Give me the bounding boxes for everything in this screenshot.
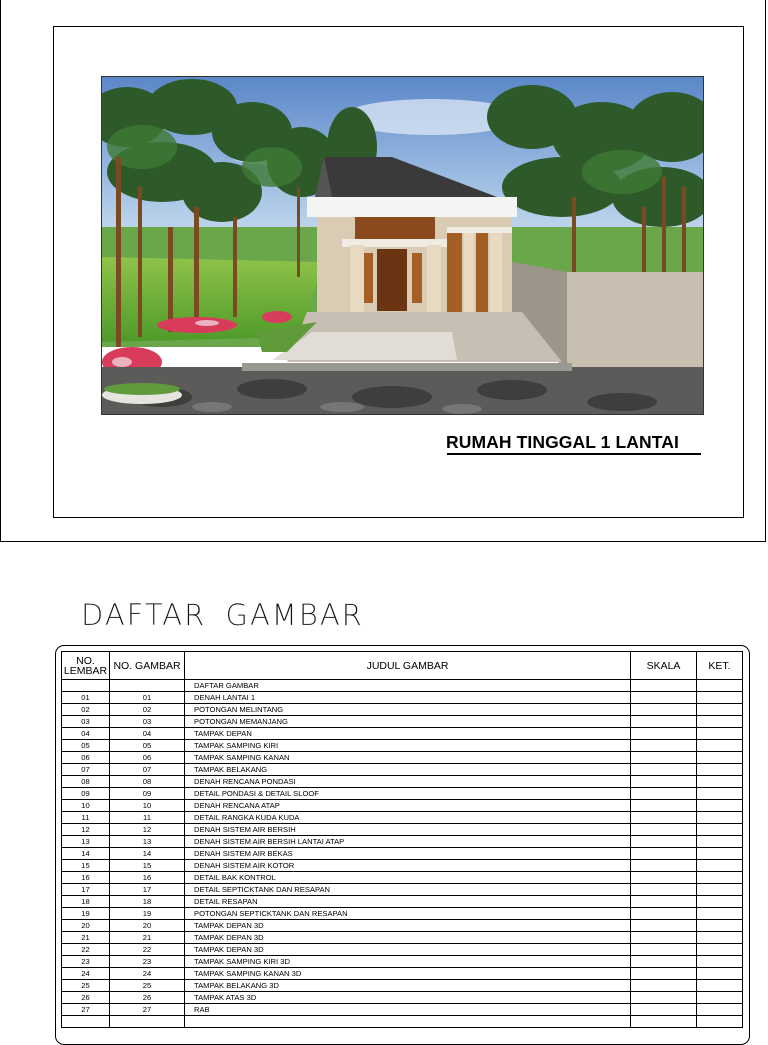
sheet-no-cell: 03 xyxy=(62,716,110,728)
table-row xyxy=(62,992,743,1004)
scale-cell xyxy=(631,932,697,944)
column-header-sheet-no: NO. LEMBAR xyxy=(62,652,110,680)
sheet-no-cell: 13 xyxy=(62,836,110,848)
column-header-drawing-no: NO. GAMBAR xyxy=(110,652,185,680)
drawing-title-cell: TAMPAK SAMPING KANAN 3D xyxy=(185,968,631,980)
drawing-title-cell: DENAH RENCANA ATAP xyxy=(185,800,631,812)
drawing-no-cell: 17 xyxy=(110,884,185,896)
scale-cell xyxy=(631,788,697,800)
drawing-title-cell: TAMPAK DEPAN 3D xyxy=(185,932,631,944)
drawing-no-cell: 05 xyxy=(110,740,185,752)
title-underline xyxy=(447,453,701,455)
drawing-list-table xyxy=(61,651,743,1028)
notes-cell xyxy=(697,1016,743,1028)
sheet-no-cell: 25 xyxy=(62,980,110,992)
scale-cell xyxy=(631,752,697,764)
scale-cell xyxy=(631,1004,697,1016)
notes-cell xyxy=(697,860,743,872)
table-row xyxy=(62,884,743,896)
notes-cell xyxy=(697,728,743,740)
drawing-title-cell: TAMPAK BELAKANG xyxy=(185,764,631,776)
drawing-no-cell: 16 xyxy=(110,872,185,884)
table-row xyxy=(62,692,743,704)
notes-cell xyxy=(697,992,743,1004)
drawing-list-body xyxy=(62,680,743,1028)
scale-cell xyxy=(631,824,697,836)
table-row xyxy=(62,860,743,872)
table-row xyxy=(62,908,743,920)
notes-cell xyxy=(697,896,743,908)
table-row xyxy=(62,704,743,716)
scale-cell xyxy=(631,740,697,752)
drawing-title-cell: DETAIL PONDASI & DETAIL SLOOF xyxy=(185,788,631,800)
scale-cell xyxy=(631,848,697,860)
drawing-title-cell: RAB xyxy=(185,1004,631,1016)
column-header-notes: KET. xyxy=(697,652,743,680)
table-row xyxy=(62,764,743,776)
drawing-no-cell: 11 xyxy=(110,812,185,824)
drawing-no-cell: 04 xyxy=(110,728,185,740)
table-row xyxy=(62,812,743,824)
scale-cell xyxy=(631,716,697,728)
drawing-no-cell xyxy=(110,680,185,692)
table-row xyxy=(62,956,743,968)
drawing-title-cell: TAMPAK DEPAN 3D xyxy=(185,944,631,956)
table-row xyxy=(62,824,743,836)
sheet-no-cell: 14 xyxy=(62,848,110,860)
scale-cell xyxy=(631,776,697,788)
drawing-title-cell: TAMPAK DEPAN xyxy=(185,728,631,740)
drawing-no-cell: 10 xyxy=(110,800,185,812)
table-row xyxy=(62,920,743,932)
drawing-no-cell: 22 xyxy=(110,944,185,956)
notes-cell xyxy=(697,824,743,836)
sheet-no-cell: 23 xyxy=(62,956,110,968)
table-row xyxy=(62,788,743,800)
table-header-row xyxy=(62,652,743,680)
table-row xyxy=(62,932,743,944)
drawing-title-cell: DENAH RENCANA PONDASI xyxy=(185,776,631,788)
drawing-no-cell: 26 xyxy=(110,992,185,1004)
drawing-title-cell: POTONGAN SEPTICKTANK DAN RESAPAN xyxy=(185,908,631,920)
notes-cell xyxy=(697,752,743,764)
sheet-no-cell: 17 xyxy=(62,884,110,896)
drawing-no-cell: 08 xyxy=(110,776,185,788)
drawing-title-cell: DENAH SISTEM AIR BERSIH xyxy=(185,824,631,836)
drawing-title-cell: TAMPAK SAMPING KIRI xyxy=(185,740,631,752)
table-row xyxy=(62,680,743,692)
drawing-no-cell: 23 xyxy=(110,956,185,968)
sheet-no-cell: 19 xyxy=(62,908,110,920)
drawing-title-cell: POTONGAN MELINTANG xyxy=(185,704,631,716)
scale-cell xyxy=(631,680,697,692)
sheet-no-cell: 08 xyxy=(62,776,110,788)
table-row xyxy=(62,896,743,908)
drawing-no-cell: 07 xyxy=(110,764,185,776)
notes-cell xyxy=(697,956,743,968)
drawing-title-cell: DETAIL RANGKA KUDA KUDA xyxy=(185,812,631,824)
sheet-no-cell xyxy=(62,1016,110,1028)
notes-cell xyxy=(697,920,743,932)
drawing-title-cell: DENAH SISTEM AIR BEKAS xyxy=(185,848,631,860)
scale-cell xyxy=(631,884,697,896)
notes-cell xyxy=(697,800,743,812)
notes-cell xyxy=(697,764,743,776)
notes-cell xyxy=(697,1004,743,1016)
sheet-no-cell: 22 xyxy=(62,944,110,956)
sheet-no-cell: 16 xyxy=(62,872,110,884)
notes-cell xyxy=(697,776,743,788)
sheet-no-cell: 09 xyxy=(62,788,110,800)
scale-cell xyxy=(631,896,697,908)
scale-cell xyxy=(631,812,697,824)
house-render-image xyxy=(101,76,704,415)
sheet-no-cell: 24 xyxy=(62,968,110,980)
sheet-no-cell: 26 xyxy=(62,992,110,1004)
scale-cell xyxy=(631,728,697,740)
sheet-no-cell: 15 xyxy=(62,860,110,872)
drawing-title-cell: DETAIL BAK KONTROL xyxy=(185,872,631,884)
table-row xyxy=(62,716,743,728)
drawing-list-heading: DAFTAR GAMBAR xyxy=(81,598,364,632)
scale-cell xyxy=(631,956,697,968)
drawing-title-cell: TAMPAK SAMPING KANAN xyxy=(185,752,631,764)
sheet-no-cell: 18 xyxy=(62,896,110,908)
table-row xyxy=(62,1016,743,1028)
notes-cell xyxy=(697,836,743,848)
notes-cell xyxy=(697,944,743,956)
drawing-no-cell: 18 xyxy=(110,896,185,908)
scale-cell xyxy=(631,872,697,884)
scale-cell xyxy=(631,836,697,848)
drawing-no-cell: 09 xyxy=(110,788,185,800)
drawing-title-cell xyxy=(185,1016,631,1028)
table-row xyxy=(62,740,743,752)
sheet-no-cell: 04 xyxy=(62,728,110,740)
notes-cell xyxy=(697,872,743,884)
notes-cell xyxy=(697,848,743,860)
drawing-no-cell: 03 xyxy=(110,716,185,728)
notes-cell xyxy=(697,788,743,800)
drawing-no-cell: 02 xyxy=(110,704,185,716)
notes-cell xyxy=(697,812,743,824)
notes-cell xyxy=(697,932,743,944)
table-row xyxy=(62,752,743,764)
table-row xyxy=(62,800,743,812)
drawing-title-cell: DETAIL SEPTICKTANK DAN RESAPAN xyxy=(185,884,631,896)
scale-cell xyxy=(631,860,697,872)
sheet-no-cell: 02 xyxy=(62,704,110,716)
drawing-no-cell: 15 xyxy=(110,860,185,872)
table-row xyxy=(62,872,743,884)
project-title: RUMAH TINGGAL 1 LANTAI xyxy=(446,432,679,452)
drawing-no-cell: 27 xyxy=(110,1004,185,1016)
scale-cell xyxy=(631,692,697,704)
table-row xyxy=(62,848,743,860)
drawing-no-cell: 21 xyxy=(110,932,185,944)
table-row xyxy=(62,728,743,740)
notes-cell xyxy=(697,884,743,896)
drawing-title-cell: DAFTAR GAMBAR xyxy=(185,680,631,692)
notes-cell xyxy=(697,704,743,716)
notes-cell xyxy=(697,740,743,752)
scale-cell xyxy=(631,992,697,1004)
drawing-title-cell: TAMPAK BELAKANG 3D xyxy=(185,980,631,992)
notes-cell xyxy=(697,980,743,992)
sheet-no-cell: 07 xyxy=(62,764,110,776)
sheet-no-cell xyxy=(62,680,110,692)
notes-cell xyxy=(697,968,743,980)
scale-cell xyxy=(631,944,697,956)
drawing-no-cell: 20 xyxy=(110,920,185,932)
sheet-no-cell: 20 xyxy=(62,920,110,932)
scale-cell xyxy=(631,968,697,980)
drawing-no-cell: 06 xyxy=(110,752,185,764)
drawing-title-cell: POTONGAN MEMANJANG xyxy=(185,716,631,728)
notes-cell xyxy=(697,908,743,920)
scale-cell xyxy=(631,1016,697,1028)
drawing-title-cell: TAMPAK DEPAN 3D xyxy=(185,920,631,932)
sheet-no-cell: 10 xyxy=(62,800,110,812)
table-row xyxy=(62,836,743,848)
sheet-no-cell: 11 xyxy=(62,812,110,824)
notes-cell xyxy=(697,680,743,692)
drawing-no-cell: 25 xyxy=(110,980,185,992)
table-row xyxy=(62,980,743,992)
sheet-no-cell: 27 xyxy=(62,1004,110,1016)
table-row xyxy=(62,944,743,956)
sheet-no-cell: 06 xyxy=(62,752,110,764)
drawing-no-cell: 24 xyxy=(110,968,185,980)
table-row xyxy=(62,968,743,980)
drawing-title-cell: TAMPAK ATAS 3D xyxy=(185,992,631,1004)
sheet-no-cell: 05 xyxy=(62,740,110,752)
table-row xyxy=(62,776,743,788)
scale-cell xyxy=(631,704,697,716)
notes-cell xyxy=(697,692,743,704)
drawing-no-cell: 01 xyxy=(110,692,185,704)
scale-cell xyxy=(631,764,697,776)
drawing-no-cell xyxy=(110,1016,185,1028)
column-header-drawing-title: JUDUL GAMBAR xyxy=(185,652,631,680)
sheet-no-cell: 01 xyxy=(62,692,110,704)
sheet-no-cell: 21 xyxy=(62,932,110,944)
drawing-no-cell: 14 xyxy=(110,848,185,860)
drawing-title-cell: TAMPAK SAMPING KIRI 3D xyxy=(185,956,631,968)
sheet-no-cell: 12 xyxy=(62,824,110,836)
drawing-title-cell: DENAH LANTAI 1 xyxy=(185,692,631,704)
drawing-title-cell: DENAH SISTEM AIR KOTOR xyxy=(185,860,631,872)
scale-cell xyxy=(631,800,697,812)
drawing-no-cell: 19 xyxy=(110,908,185,920)
notes-cell xyxy=(697,716,743,728)
column-header-scale: SKALA xyxy=(631,652,697,680)
drawing-no-cell: 13 xyxy=(110,836,185,848)
scale-cell xyxy=(631,980,697,992)
scale-cell xyxy=(631,920,697,932)
drawing-title-cell: DETAIL RESAPAN xyxy=(185,896,631,908)
scale-cell xyxy=(631,908,697,920)
table-row xyxy=(62,1004,743,1016)
drawing-no-cell: 12 xyxy=(110,824,185,836)
drawing-title-cell: DENAH SISTEM AIR BERSIH LANTAI ATAP xyxy=(185,836,631,848)
